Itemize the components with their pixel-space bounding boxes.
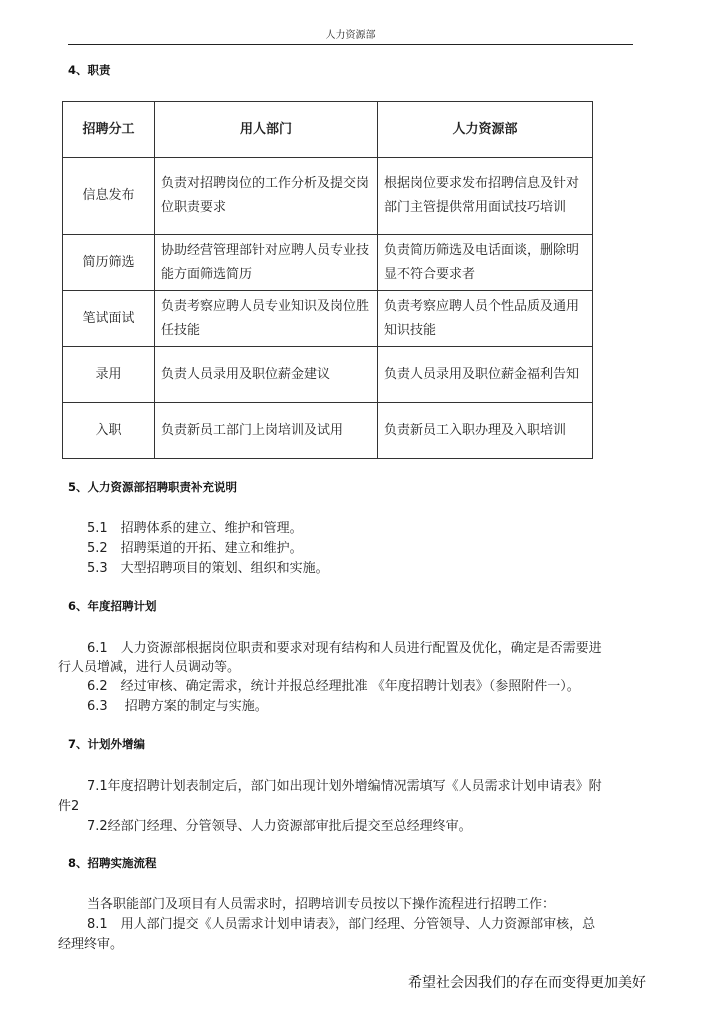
table-row — [63, 291, 593, 347]
task-cell: 信息发布 — [63, 158, 155, 235]
paragraph-line: 6.1 人力资源部根据岗位职责和要求对现有结构和人员进行配置及优化，确定是否需要进 — [87, 641, 602, 656]
list-item: 5.2 招聘渠道的开拓、建立和维护。 — [87, 541, 303, 556]
task-cell: 录用 — [63, 347, 155, 403]
section-5-title: 5、人力资源部招聘职责补充说明 — [68, 480, 237, 494]
hr-cell: 根据岗位要求发布招聘信息及针对部门主管提供常用面试技巧培训 — [378, 158, 593, 235]
hr-cell: 负责考察应聘人员个性品质及通用知识技能 — [378, 291, 593, 347]
footer-slogan: 希望社会因我们的存在而变得更加美好 — [408, 975, 646, 991]
table-header-row — [63, 102, 593, 158]
section-7-title: 7、计划外增编 — [68, 737, 146, 751]
dept-cell: 负责新员工部门上岗培训及试用 — [155, 403, 378, 459]
dept-cell: 协助经营管理部针对应聘人员专业技能方面筛选简历 — [155, 235, 378, 291]
section-4-title: 4、职责 — [68, 63, 111, 77]
list-item: 5.1 招聘体系的建立、维护和管理。 — [87, 521, 303, 536]
section-8-title: 8、招聘实施流程 — [68, 856, 157, 870]
dept-cell: 负责人员录用及职位薪金建议 — [155, 347, 378, 403]
task-cell: 入职 — [63, 403, 155, 459]
hr-cell: 负责人员录用及职位薪金福利告知 — [378, 347, 593, 403]
header-cell: 招聘分工 — [63, 102, 155, 158]
hr-cell: 负责新员工入职办理及入职培训 — [378, 403, 593, 459]
table-row — [63, 158, 593, 235]
header-cell: 人力资源部 — [378, 102, 593, 158]
paragraph-line: 6.3 招聘方案的制定与实施。 — [87, 699, 268, 714]
table-row — [63, 235, 593, 291]
list-item: 5.3 大型招聘项目的策划、组织和实施。 — [87, 561, 329, 576]
task-cell: 笔试面试 — [63, 291, 155, 347]
page-header: 人力资源部 — [68, 26, 633, 45]
paragraph-line: 件2 — [58, 799, 80, 814]
task-cell: 简历筛选 — [63, 235, 155, 291]
hr-cell: 负责简历筛选及电话面谈，删除明显不符合要求者 — [378, 235, 593, 291]
duty-table — [62, 101, 593, 459]
paragraph-line: 6.2 经过审核、确定需求，统计并报总经理批准 《年度招聘计划表》（参照附件一）。 — [87, 679, 580, 694]
paragraph-line: 8.1 用人部门提交《人员需求计划申请表》，部门经理、分管领导、人力资源部审核，总 — [87, 917, 596, 932]
paragraph-line: 行人员增减，进行人员调动等。 — [58, 660, 241, 675]
table-row — [63, 403, 593, 459]
paragraph-line: 经理终审。 — [58, 937, 124, 952]
paragraph-line: 7.2经部门经理、分管领导、人力资源部审批后提交至总经理终审。 — [87, 819, 472, 834]
dept-cell: 负责考察应聘人员专业知识及岗位胜任技能 — [155, 291, 378, 347]
table-row — [63, 347, 593, 403]
paragraph-line: 当各职能部门及项目有人员需求时，招聘培训专员按以下操作流程进行招聘工作： — [87, 897, 556, 912]
section-6-title: 6、年度招聘计划 — [68, 599, 157, 613]
header-cell: 用人部门 — [155, 102, 378, 158]
dept-cell: 负责对招聘岗位的工作分析及提交岗位职责要求 — [155, 158, 378, 235]
paragraph-line: 7.1年度招聘计划表制定后，部门如出现计划外增编情况需填写《人员需求计划申请表》附 — [87, 779, 602, 794]
